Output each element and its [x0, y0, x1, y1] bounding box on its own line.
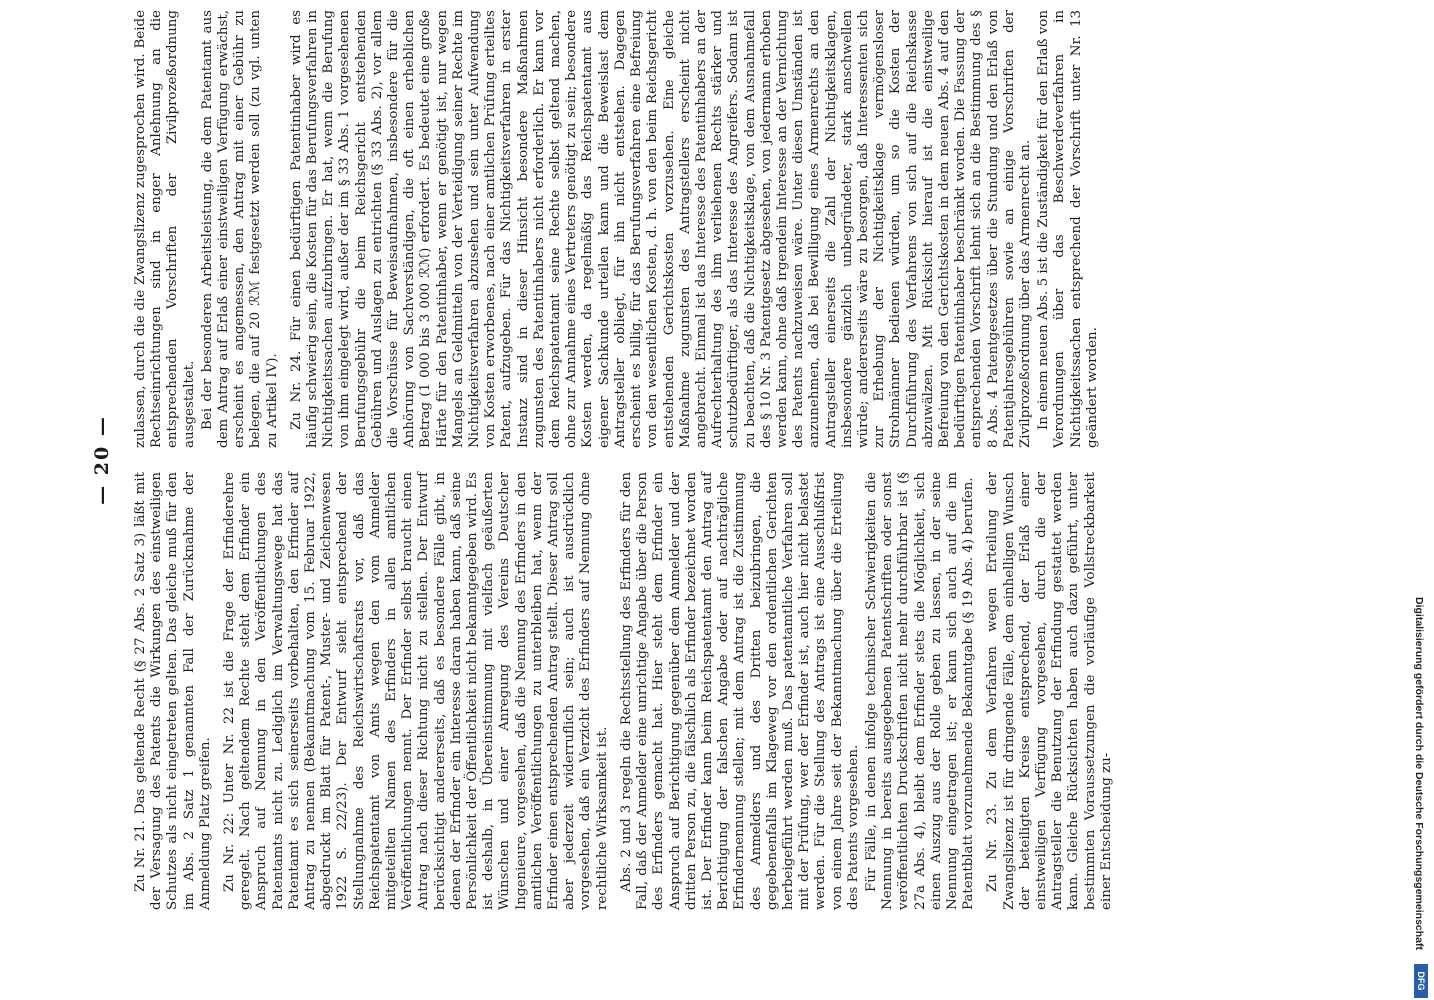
credit-text: Digitalisierung gefördert durch die Deutsche Forschungsgemeinschaft [1413, 597, 1425, 950]
paragraph-continuation: zulassen, durch die die Zwangslizenz zugesprochen wird. Beide Rechtseinrichtungen sind in enger Anlehnung an die entsprechenden Vorschriften der Zivilprozeßordnung ausgestaltet. [133, 10, 197, 448]
paragraph-nr-21: Zu Nr. 21. Das geltende Recht (§ 27 Abs. 2 Satz 3) läßt mit der Versagung des Patents die Wirkungen des einstweiligen Schutzes als nicht eingetreten gelten. Das gleiche muß für den im Abs. 2 Satz 1 genannten Fall der Zurücknahme der Anmeldung Platz greifen. [133, 472, 213, 910]
paragraph-arbeitsleistung: Bei der besonderen Arbeitsleistung, die dem Patentamt aus dem Antrag auf Erlaß einer einstweiligen Verfügung erwächst, erscheint es angemessen, den Antrag mit einer Gebühr zu belegen, die auf 20 ℛℳ festgesetzt werden soll (zu vgl. unten zu Artikel IV). [199, 10, 280, 448]
left-column [133, 472, 1117, 910]
dfg-logo: DFG [1414, 964, 1428, 998]
rotated-page [89, 0, 1309, 910]
paragraph-nr-22: Zu Nr. 22: Unter Nr. 22 ist die Frage der Erfinderehre geregelt. Nach geltendem Rechte steht dem Erfinder ein Anspruch auf Nennung in den Veröffentlichungen des Patentamts nicht zu. Lediglich im Verwaltungswege hat das Patentamt es sich seinerseits vorbehalten, den Erfinder auf Antrag zu nennen (Bekanntmachung vom 15. Februar 1922, abgedruckt im Blatt für Patent-, Muster- und Zeichenwesen 1922 S. 22/23). Der Entwurf sieht entsprechend der Stellungnahme des Reichswirtschaftsrats vor, daß das Reichspatentamt von Amts wegen den vom Anmelder mitgeteilten Namen des Erfinders in allen amtlichen Veröffentlichungen nennt. Der Erfinder selbst braucht einen Antrag nach dieser Richtung nicht zu stellen. Der Entwurf berücksichtigt andererseits, daß es besondere Fälle gibt, in denen der Erfinder ein Interesse daran haben kann, daß seine Persönlichkeit der Öffentlichkeit nicht bekanntgegeben wird. Es ist deshalb, in Übereinstimmung mit vielfach geäußerten Wünschen und einer Anregung des Vereins Deutscher Ingenieure, vorgesehen, daß die Nennung des Erfinders in den amtlichen Veröffentlichungen zu unterbleiben hat, wenn der Erfinder einen entsprechenden Antrag stellt. Dieser Antrag soll aber jederzeit widerruflich sein; auch ist ausdrücklich vorgesehen, daß ein Verzicht des Erfinders auf Nennung ohne rechtliche Wirksamkeit ist. [222, 472, 610, 910]
paragraph-abs-2-3: Abs. 2 und 3 regeln die Rechtsstellung des Erfinders für den Fall, daß der Anmelder eine unrichtige Angabe über die Person des Erfinders gemacht hat. Hier steht dem Erfinder ein Anspruch auf Berichtigung gegenüber dem Anmelder und der dritten Person zu, die fälschlich als Erfinder bezeichnet worden ist. Der Erfinder kann beim Reichspatentamt den Antrag auf Berichtigung der falschen Angabe oder auf nachträgliche Erfindernennung stellen; mit dem Antrag ist die Zustimmung des Anmelders und des Dritten beizubringen, die gegebenenfalls im Klageweg vor den ordentlichen Gerichten herbeigeführt werden muß. Das patentamtliche Verfahren soll mit der Prüfung, wer der Erfinder ist, auch hier nicht belastet werden. Für die Stellung des Antrags ist eine Ausschlußfrist von einem Jahre seit der Bekanntmachung über die Erteilung des Patents vorgesehen. [618, 472, 861, 910]
margin-credit [1398, 8, 1434, 998]
paragraph-abs-5: In einem neuen Abs. 5 ist die Zuständigkeit für den Erlaß von Verordnungen über das Beschwerdeverfahren in Nichtigkeitssachen entsprechend der Vorschrift unter Nr. 13 geändert worden. [1036, 10, 1100, 448]
paragraph-nr-24: Zu Nr. 24. Für einen bedürftigen Patentinhaber wird es häufig schwierig sein, die Kosten für das Berufungsverfahren in Nichtigkeitssachen aufzubringen. Er hat, wenn die Berufung von ihm eingelegt wird, außer der im § 33 Abs. 1 vorgesehenen Berufungsgebühr die beim Reichsgericht entstehenden Gebühren und Auslagen zu entrichten (§ 33 Abs. 2), vor allem die Vorschüsse für Beweisaufnahmen, insbesondere für die Anhörung von Sachverständigen, die oft einen erheblichen Betrag (1 000 bis 3 000 ℛℳ) erfordert. Es bedeutet eine große Härte für den Patentinhaber, wenn er genötigt ist, nur wegen Mangels an Geldmitteln von der Verteidigung seiner Rechte im Nichtigkeitsverfahren abzusehen und sein unter Aufwendung von Kosten erworbenes, nach einer amtlichen Prüfung erteiltes Patent, aufzugeben. Für das Nichtigkeitsverfahren in erster Instanz sind in dieser Hinsicht besondere Maßnahmen zugunsten des Patentinhabers nicht erforderlich. Er kann vor dem Reichspatentamt seine Rechte selbst geltend machen, ohne zur Annahme eines Vertreters genötigt zu sein; besondere Kosten werden, da regelmäßig das Reichspatentamt aus eigener Sachkunde urteilen kann und die Beweislast dem Antragsteller obliegt, für ihn nicht entstehen. Dagegen erscheint es billig, für das Berufungsverfahren eine Befreiung von den wesentlichen Kosten, d. h. von den beim Reichsgericht entstehenden Gerichtskosten vorzusehen. Eine gleiche Maßnahme zugunsten des Antragstellers erscheint nicht angebracht. Einmal ist das Interesse des Patentinhabers an der Aufrechterhaltung des ihm verliehenen Rechts stärker und schutzbedürftiger, als das Interesse des Angreifers. Sodann ist zu beachten, daß die Nichtigkeitsklage, von dem Ausnahmefall des § 10 Nr. 3 Patentgesetz abgesehen, von jedermann erhoben werden kann, ohne daß irgendein Interesse an der Vernichtung des Patents nachzuweisen wäre. Unter diesen Umständen ist anzunehmen, daß bei Bewilligung eines Armenrechts an den Antragsteller einerseits die Zahl der Nichtigkeitsklagen, insbesondere gänzlich unbegründeter, stark anschwellen würde; andererseits wäre zu besorgen, daß Interessenten sich zur Erhebung der Nichtigkeitsklage vermögensloser Strohmänner bedienen würden, um so die Kosten der Durchführung des Verfahrens von sich auf die Reichskasse abzuwälzen. Mit Rücksicht hierauf ist die einstweilige Befreiung von den Gerichtskosten in dem neuen Abs. 4 auf den bedürftigen Patentinhaber beschränkt worden. Die Fassung der entsprechenden Vorschrift lehnt sich an die Bestimmung des § 8 Abs. 4 Patentgesetzes über die Stundung und den Erlaß von Patentjahresgebühren sowie an einige Vorschriften der Zivilprozeßordnung über das Armenrecht an. [288, 10, 1033, 448]
paragraph-nr-23: Zu Nr. 23. Zu dem Verfahren wegen Erteilung der Zwangslizenz ist für dringende Fälle, dem einhelligen Wunsch der beteiligten Kreise entsprechend, der Erlaß einer einstweiligen Verfügung vorgesehen, durch die der Antragsteller die Benutzung der Erfindung gestattet werden kann. Gleiche Rücksichten haben auch dazu geführt, unter bestimmten Voraussetzungen die vorläufige Vollstreckbarkeit einer Entscheidung zu- [985, 472, 1114, 910]
right-column [133, 10, 1103, 448]
page-number: — 20 — [91, 415, 113, 505]
paragraph-faelle: Für Fälle, in denen infolge technischer Schwierigkeiten die Nennung in bereits ausgegebenen Patentschriften oder sonst veröffentlichten Druckschriften nicht mehr durchführbar ist (§ 27a Abs. 4), bleibt dem Erfinder stets die Möglichkeit, sich einen Auszug aus der Rolle geben zu lassen, in der seine Nennung eingetragen ist; er kann sich auch auf die im Patentblatt vorzunehmende Bekanntgabe (§ 19 Abs. 4) berufen. [863, 472, 977, 910]
